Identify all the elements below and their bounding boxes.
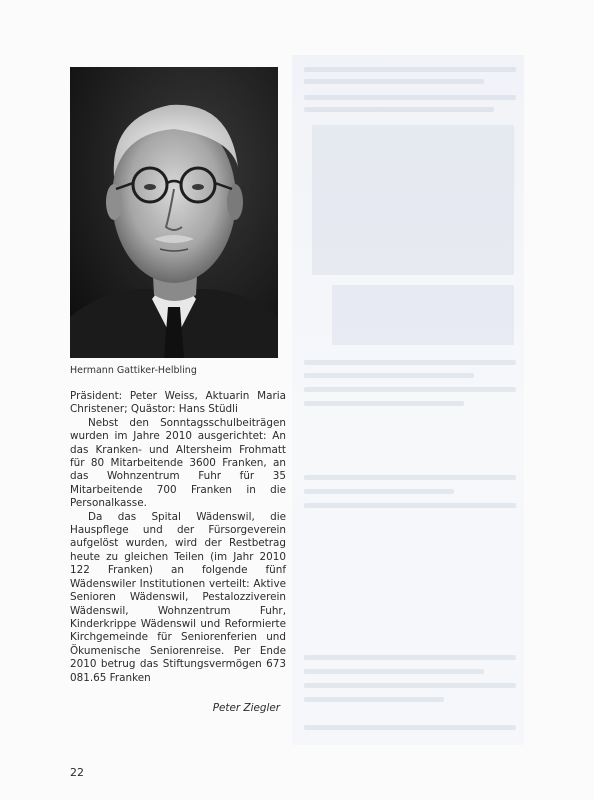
paragraph-board-members: Präsident: Peter Weiss, Aktuarin Maria Christener; Quästor: Hans Stüdli (70, 390, 286, 416)
portrait-photo (70, 67, 278, 358)
reverse-page-show-through (292, 55, 524, 745)
photo-caption: Hermann Gattiker-Helbling (70, 365, 197, 376)
author-signature: Peter Ziegler (212, 702, 280, 714)
page-number: 22 (70, 766, 84, 779)
paragraph-donations: Nebst den Sonntagsschulbeiträgen wurden im Jahre 2010 ausgerichtet: An das Kranken- und Altersheim Frohmatt für 80 Mitarbeitende 3600 Franken, an das Wohnzentrum Fuhr für 35 Mitarbeitende 700 Franken in die Personalkasse. (70, 416, 286, 510)
article-body (70, 390, 286, 685)
paragraph-distribution: Da das Spital Wädenswil, die Hauspflege und der Fürsorgeverein aufgelöst wurden, wird der Restbetrag heute zu gleichen Teilen (im Jahr 2010 122 Franken) an folgende fünf Wädenswiler Institutionen verteilt: Aktive Senioren Wädenswil, Pestalozziverein Wädenswil, Wohnzentrum Fuhr, Kinderkrippe Wädenswil und Reformierte Kirchgemeinde für Seniorenferien und Ökumenische Seniorenreise. Per Ende 2010 betrug das Stiftungsvermögen 673 081.65 Franken (70, 510, 286, 684)
